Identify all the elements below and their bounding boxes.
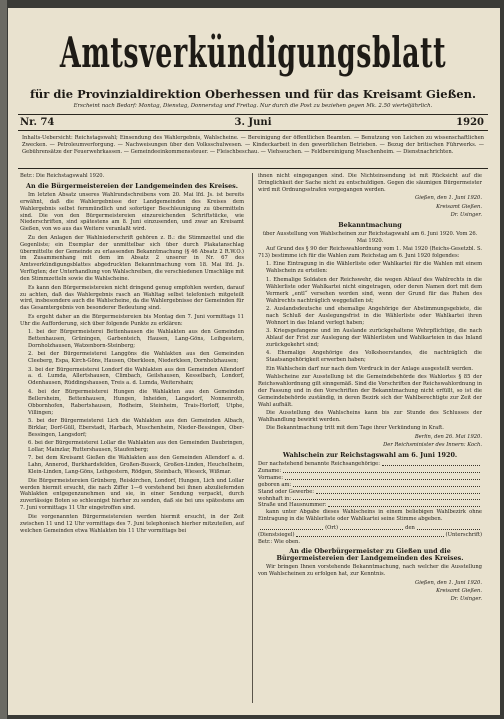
list-item: 1. bei der Bürgermeisterei Bettenhausen die Wahlakten aus den Gemeinden Bettenhausen, Grüningen, Garbenteich, Hausen, Lang-Göns, Leihgestern, Dornholzhausen, Watzenborn-Steinberg; (28, 329, 244, 349)
list-item: 2. bei der Bürgermeisterei Langgöns die Wahlakten aus den Gemeinden Cleeberg, Espa, Kirch-Göns, Hausen, Oberkleen, Niederkleen, Dornholzhausen; (28, 351, 244, 365)
closing-reference: Betr.: Wie oben. (258, 538, 301, 545)
paragraph: Die Ausstellung des Wahlscheins kann bis zur Stunde des Schlusses der Wahlhandlung bewirkt werden. (258, 410, 482, 423)
paragraph: Ein Wahlschein darf nur nach dem Vordruck in der Anlage ausgestellt werden. (266, 365, 474, 372)
form-text: kann unter Abgabe dieses Wahlscheins in einem beliebigen Wahlbezirk ohne Eintragung in die Wählerliste oder Wahlkartei seine Stimme abgeben. (258, 509, 482, 523)
top-rule (18, 114, 488, 115)
form-blank (293, 496, 480, 501)
form-field: Straße und Hausnummer: (258, 502, 482, 509)
form-field: wohnhaft in: (258, 496, 482, 503)
paragraph: Auf Grund des § 90 der Reichswahlordnung vom 1. Mai 1920 (Reichs-Gesetzbl. S. 713) bestimme ich für die Wahlen zum Reichstag am 6. Juni 1920 folgendes: (258, 246, 482, 260)
closing-text: Wir bringen Ihnen vorstehende Bekanntmachung, nach welcher die Ausstellung von Wahlscheinen zu erfolgen hat, zur Kenntnis. (258, 564, 482, 578)
signature-name: Dr. Usinger. (450, 212, 482, 219)
list-item: 4. Ehemalige Angehörige des Volksheerstandes, die nachträglich die Staatsangehörigkeit erwerben haben; (266, 350, 482, 364)
form-field: Der nachstehend benannte Reichsangehörige: (258, 461, 482, 468)
issue-number: Nr. 74 (20, 117, 55, 128)
form-place-date: (Ort) den (258, 525, 482, 532)
form-blank (293, 482, 480, 487)
reference-line: Betr.: Die Reichstagswahl 1920. (20, 173, 105, 179)
paragraph: Im letzten Absatz unseres Wahlrundschreibens vom 20. Mai lfd. Js. ist bereits erwähnt, daß die Wahlergebnisse der Landgemeinden des Kreises dem Wahlergebnis selbst fernmündlich und sofortiger Beschleunigung zu übermitteln sind. Die von den Bürgermeistereien einzureichenden Schriftstücke, wie Niederschriften, sind spätestens am 8. Juni einzusenden, und zwar an Kreisamt Gießen, von wo aus das Weitere veranlaßt wird. (20, 191, 244, 233)
issue-year: 1920 (456, 117, 484, 128)
list-item: 1. Eine Eintragung in die Wählerliste oder Wahlkartei für die Wahlen mit einem Wahlschein zu erteilen: (266, 261, 482, 275)
paragraph: Wahlscheine zur Ausstellung ist die Gemeindebehörde des Wahlortes § 85 der Reichswahlordnung gilt sinngemäß. Sind die Vorschriften der Reichswahlordnung in der Fassung und in den Vorschriften der Bekanntmachung nicht erfüllt, so ist die Gemeindebehörde zuständig, in deren Bezirk sich der Wahlberechtigte zur Zeit der Wahl aufhält. (258, 374, 482, 408)
left-column (20, 173, 244, 536)
form-blank (316, 489, 480, 494)
list-item: 6. bei der Bürgermeisterei Lollar die Wahlakten aus den Gemeinden Daubringen, Lollar, Mainzlar, Ruttershausen, Staufenberg; (28, 440, 244, 454)
signature-office: Der Reichsminister des Innern: Koch. (383, 442, 482, 449)
list-item: 2. Auslandsdeutsche und ehemalige Angehörige der Abstimmungsgebiete, die nach Schluß der Auslegungsfrist in die Wählerliste oder Wahlkartei ihren Wohnort in das Inland verlegt haben; (266, 305, 482, 326)
form-field: Zuname: (258, 468, 482, 475)
issue-rule (18, 130, 488, 131)
closing-heading: An die Oberbürgermeister zu Gießen und die Bürgermeistereien der Landgemeinden des Kreises. (276, 547, 464, 563)
paragraph: Die vorgenannten Bürgermeistereien werden hiermit ersucht, in der Zeit zwischen 11 und 12 Uhr vormittags des 7. Juni telephonisch hierher mitzuteilen, auf welchen Gemeinden etwa Wahlakten bis 11 Uhr vormittags bei (20, 513, 244, 534)
paragraph: Die Bürgermeistereien Grünberg, Reiskirchen, Londorf, Hungen, Lich und Lollar werden hiermit ersucht, die nach Ziffer 1—6 vorstehend bei ihnen abzuliefernden Wahlakten entgegenzunehmen und sie, in einer Sendung verpackt, durch zuverlässige Boten so schleunigst hierher zu senden, daß sie bei uns spätestens am 7. Juni vormittags 11 Uhr eingetroffen sind. (20, 477, 244, 512)
issue-date: 3. Juni (234, 117, 272, 128)
section-heading: An die Bürgermeistereien der Landgemeinden des Kreises. (26, 181, 238, 190)
paragraph: Es ergeht daher an die Bürgermeistereien bis Montag den 7. Juni vormittags 11 Uhr die Aufforderung, sich über folgende Punkte zu erklären: (20, 313, 244, 327)
binding-edge (0, 0, 7, 719)
paragraph: Die Bekanntmachung tritt mit dem Tage ihrer Verkündung in Kraft. (266, 425, 444, 432)
list-item: 3. bei der Bürgermeisterei Londorf die Wahlakten aus den Gemeinden Allendorf a. d. Lumda, Allertshausen, Climbach, Geilshausen, Kesselbach, Londorf, Odenhausen, Rüddingshausen, Treis a. d. Lumda, Weitershain; (28, 366, 244, 387)
masthead-title: Amtsverkündigungsblatt (59, 30, 447, 79)
form-blank (285, 475, 480, 480)
form-blank (283, 468, 480, 473)
form-field: Stand oder Gewerbe: (258, 489, 482, 496)
paragraph: Zu den Anlagen der Wahlniederschrift gehören z. B.: die Stimmzettel und die Gegenliste; ein Exemplar der unmittelbar sich über durch Plakatanschlag übermittelte der Gemeinde zu erlassenden Bekanntmachung (§ 46 Absatz 2 R.W.O.) im Zusammenhang mit dem im Absatz 2 unserer in Nr. 67 des Amtsverkündigungsblattes abgedruckten Bekanntmachung vom 18. Mai lfd. Js. Verfügten; der Unterhandlung von Wahlschreiben, die verschiedenen Umschläge mit den Stimmzetteln sowie die Wahlscheine. (20, 234, 244, 283)
form-signature: (Dienstsiegel) (Unterschrift) (258, 531, 482, 538)
form-title: Wahlschein zur Reichstagswahl am 6. Juni 1920. (282, 451, 458, 460)
list-item: 7. bei dem Kreisamt Gießen die Wahlakten aus den Gemeinden Allendorf a. d. Lahn, Annerod, Burkhardsfelden, Großen-Buseck, Großen-Linden, Heuchelheim, Klein-Linden, Lang-Göns, Leihgestern, Rödgen, Steinbach, Wieseck, Wißmar. (28, 455, 244, 476)
column-divider (252, 173, 253, 703)
list-item: 1. Ehemalige Soldaten der Reichswehr, die wegen Ablauf des Wahlrechts in die Wählerliste oder Wahlkartei nicht eingetragen, oder deren Namen dort mit dem Vermerk „entl“ versehen worden sind, wenn der Grund für das Ruhen des Wahlrechts nachträglich weggefallen ist; (266, 276, 482, 304)
list-item: 3. Kriegsgefangene und im Auslande zurückgehaltene Wehrpflichtige, die nach Ablauf der Frist zur Auslegung der Wählerlisten und Wahlkarteien in das Inland zurückgekehrt sind; (266, 328, 482, 348)
announcement-subheading: über Ausstellung von Wahlscheinen zur Reichstagswahl am 6. Juni 1920. Vom 26. Mai 1920. (262, 230, 478, 244)
form-blank (382, 461, 480, 466)
list-item: 5. bei der Bürgermeisterei Lich die Wahlakten aus den Gemeinden Albach, Birklar, Dorf-Güll, Eberstadt, Harbach, Muschenheim, Nieder-Bessingen, Ober-Bessingen, Langsdorf; (28, 417, 244, 438)
signature-place: Gießen, den 1. Juni 1920. (415, 195, 482, 202)
closing-place: Gießen, den 1. Juni 1920. (415, 579, 482, 586)
publication-info: Erscheint nach Bedarf: Montag, Dienstag, Donnerstag und Freitag. Nur durch die Post zu beziehen gegen Mk. 2.50 vierteljährlich. (73, 103, 433, 109)
closing-office: Kreisamt Gießen. (436, 587, 482, 594)
table-of-contents: Inhalts-Uebersicht: Reichstagswahl; Einsendung des Wahlergebnis, Wahlscheine. — Bereinigung der öffentlichen Beamten. — Benutzung von Leichen zu wissenschaftlichen Zwecken. — Petroleumverforgung. — Nachweisungen über den Volksschulwesen. — Kindeckarbeit in den gewerblichen Betrieben. — Bezug der britischen Führwerks. — Gebührensätze der Feuerwehrkassen. — Gemeindeeinkommenssteuer. — Fleischbeschau. — Viehseuchen. — Feldbereinigung Muschenheim. — Dienstnachrichten. (22, 135, 484, 155)
toc-rule (18, 168, 488, 169)
gazette-page (8, 8, 500, 715)
signature-place: Berlin, den 26. Mai 1920. (414, 433, 482, 440)
form-field: geboren am: (258, 482, 482, 489)
continued-text: ihnen nicht eingegangen sind. Die Nichteinsendung ist mit Rücksicht auf die Dringlichkeit der Sache nicht zu entschuldigen. Gegen die säumigen Bürgermeister wird mit Ordnungsstrafen vorgegangen werden. (258, 173, 482, 193)
right-column (258, 173, 482, 605)
form-blank (328, 502, 480, 507)
list-item: 4. bei der Bürgermeisterei Hungen die Wahlakten aus den Gemeinden Bellersheim, Bettenhausen, Hungen, Inheiden, Langsdorf, Nonnenroth, Obbornhofen, Rabertshausen, Rodheim, Steinheim, Trais-Horloff, Utphe, Villingen; (28, 388, 244, 416)
masthead-subtitle: für die Provinzialdirektion Oberhessen und für das Kreisamt Gießen. (29, 87, 476, 101)
form-field: Vorname: (258, 475, 482, 482)
closing-name: Dr. Usinger. (450, 596, 482, 603)
paragraph: Es kann den Bürgermeistereien nicht dringend genug empfohlen werden, darauf zu achten, daß das Wahlergebnis rasch an Wahltag selbst telefonisch mitgeteilt wird, insbesondere auch die Wahlscheine, da die Wahlergebnisse der Gemeinden für das Gesamtergebnis von besonderer Bedeutung sind. (20, 284, 244, 312)
announcement-heading: Bekanntmachung (338, 220, 402, 229)
signature-office: Kreisamt Gießen. (436, 203, 482, 210)
